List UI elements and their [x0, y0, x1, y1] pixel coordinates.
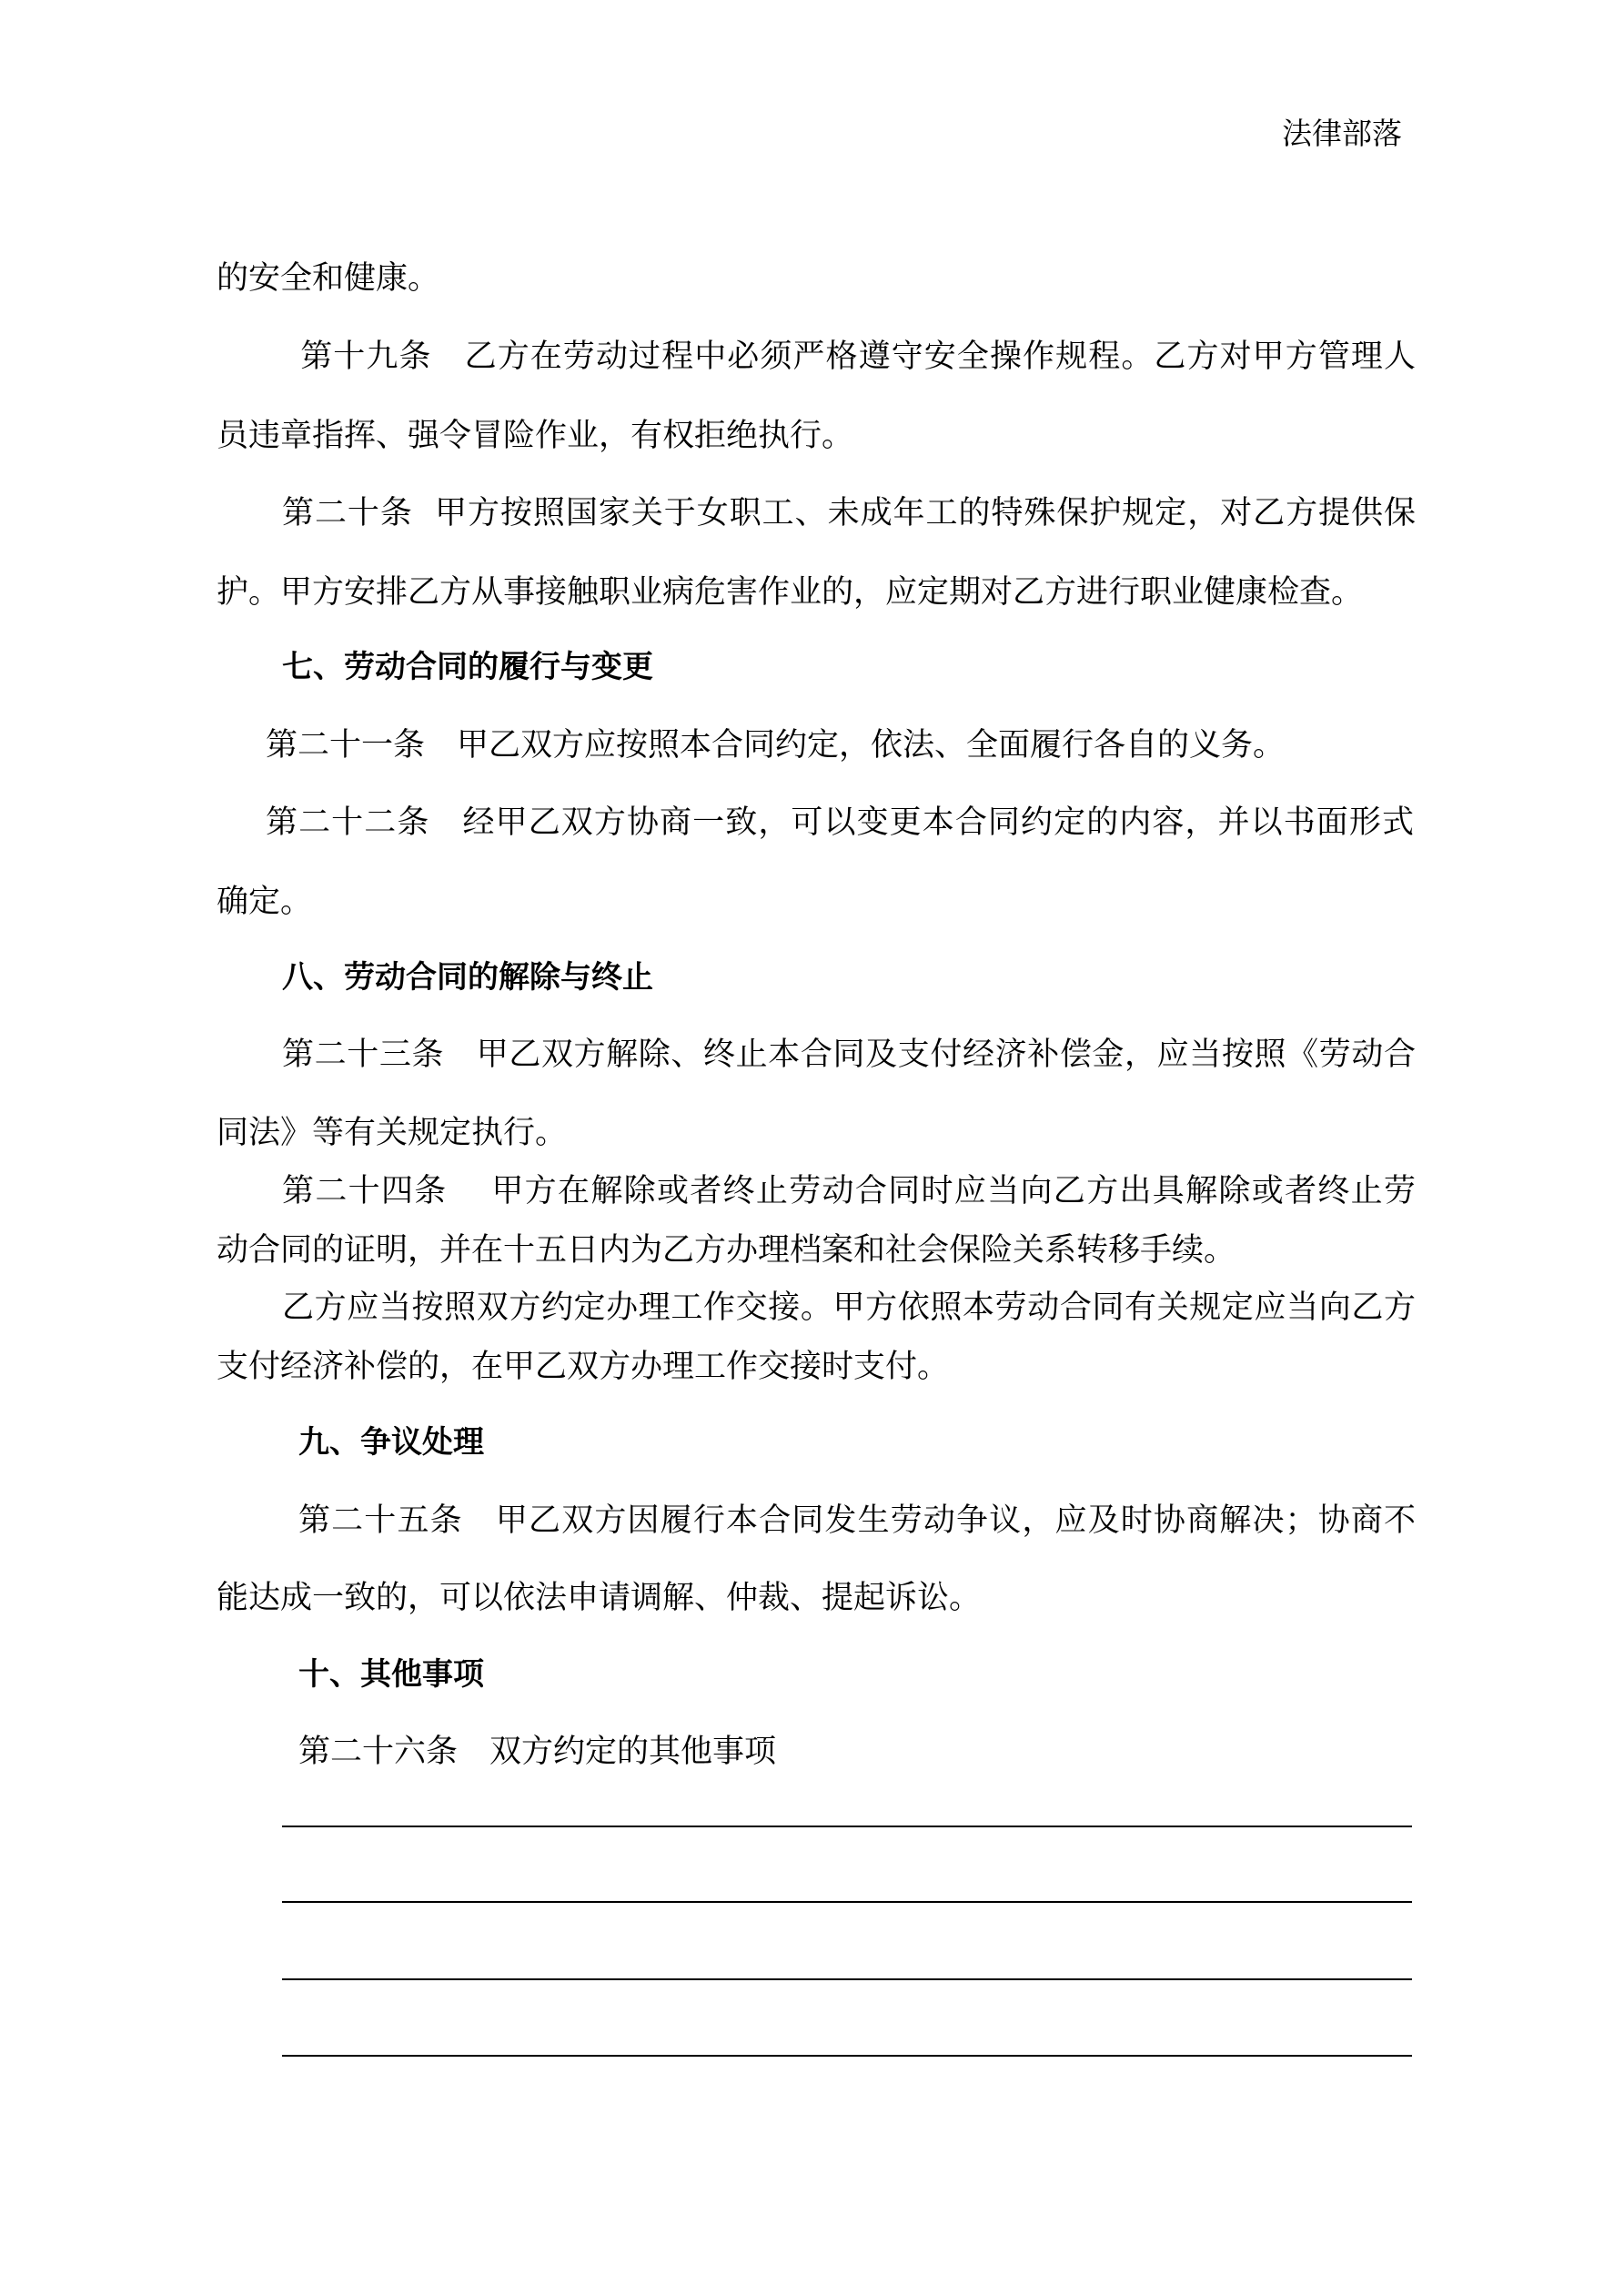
- article-22-line-1: 第二十二条 经甲乙双方协商一致，可以变更本合同约定的内容，并以书面形式: [266, 804, 1414, 841]
- article-19-line-1: 第十九条 乙方在劳动过程中必须严格遵守安全操作规程。乙方对甲方管理人: [289, 339, 1416, 375]
- article-21: 第二十一条 甲乙双方应按照本合同约定，依法、全面履行各自的义务。: [266, 727, 1286, 764]
- section-heading-8: 八、劳动合同的解除与终止: [282, 959, 653, 996]
- blank-fill-line-4: [282, 2055, 1412, 2057]
- text-line: 的安全和健康。: [217, 260, 440, 297]
- blank-fill-line-3: [282, 1978, 1412, 1980]
- article-26: 第二十六条 双方约定的其他事项: [298, 1734, 777, 1770]
- article-22-line-2: 确定。: [217, 884, 313, 920]
- section-heading-10: 十、其他事项: [298, 1656, 484, 1693]
- article-24-paragraph-2-line-1: 乙方应当按照双方约定办理工作交接。甲方依照本劳动合同有关规定应当向乙方: [282, 1290, 1416, 1326]
- blank-fill-line-2: [282, 1901, 1412, 1903]
- blank-fill-line-1: [282, 1826, 1412, 1827]
- page-header-source: 法律部落: [1282, 116, 1402, 151]
- section-heading-9: 九、争议处理: [298, 1424, 484, 1461]
- article-25-line-1: 第二十五条 甲乙双方因履行本合同发生劳动争议，应及时协商解决；协商不: [298, 1502, 1416, 1539]
- section-heading-7: 七、劳动合同的履行与变更: [282, 649, 653, 685]
- article-23-line-2: 同法》等有关规定执行。: [217, 1115, 568, 1151]
- article-19-line-2: 员违章指挥、强令冒险作业，有权拒绝执行。: [217, 418, 854, 454]
- article-20-line-2: 护。甲方安排乙方从事接触职业病危害作业的，应定期对乙方进行职业健康检查。: [217, 574, 1364, 611]
- article-24-line-1: 第二十四条 甲方在解除或者终止劳动合同时应当向乙方出具解除或者终止劳: [282, 1173, 1416, 1209]
- article-23-line-1: 第二十三条 甲乙双方解除、终止本合同及支付经济补偿金，应当按照《劳动合: [282, 1037, 1416, 1073]
- article-20-line-1: 第二十条 甲方按照国家关于女职工、未成年工的特殊保护规定，对乙方提供保: [282, 495, 1416, 531]
- article-25-line-2: 能达成一致的，可以依法申请调解、仲裁、提起诉讼。: [217, 1580, 982, 1616]
- article-24-paragraph-2-line-2: 支付经济补偿的，在甲乙双方办理工作交接时支付。: [217, 1349, 950, 1385]
- article-24-line-2: 动合同的证明，并在十五日内为乙方办理档案和社会保险关系转移手续。: [217, 1232, 1236, 1269]
